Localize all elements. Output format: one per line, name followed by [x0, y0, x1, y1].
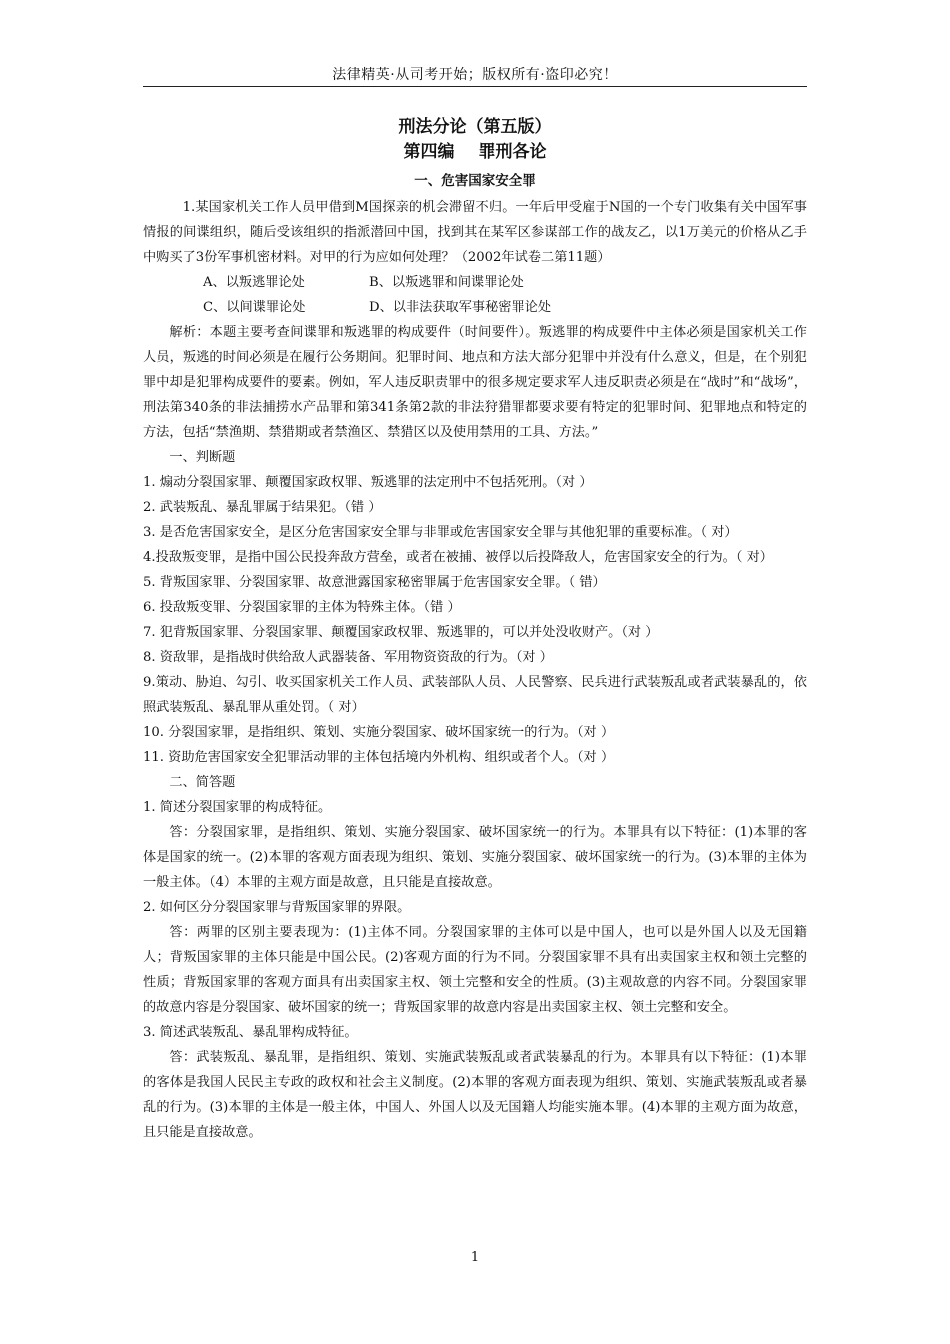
judgment-item: 5. 背叛国家罪、分裂国家罪、故意泄露国家秘密罪属于危害国家安全罪。（ 错） [143, 575, 606, 590]
page-header: 法律精英·从司考开始；版权所有·盗印必究！ [332, 67, 618, 83]
analysis-paragraph: 解析：本题主要考查间谍罪和叛逃罪的构成要件（时间要件）。叛逃罪的构成要件中主体必须是国家机关工作人员，叛逃的时间必须是在履行公务期间。犯罪时间、地点和方法大部分犯罪中并没有什么意义，但是，在个别犯罪中却是犯罪构成要件的要素。例如，军人违反职责罪中的很多规定要求军人违反职责必须是在“战时”和“战场”，刑法第340条的非法捕捞水产品罪和第341条第2款的非法狩猎罪都要求要有特定的犯罪时间、犯罪地点和特定的方法，包括“禁渔期、禁猎期或者禁渔区、禁猎区以及使用禁用的工具、方法。” [143, 325, 807, 440]
judgment-item: 3. 是否危害国家安全，是区分危害国家安全罪与非罪或危害国家安全罪与其他犯罪的重要标准。（ 对） [143, 525, 738, 540]
option-c: C、以间谍罪论处 [203, 300, 306, 315]
book-title: 刑法分论（第五版） [398, 117, 552, 137]
judgment-item: 7. 犯背叛国家罪、分裂国家罪、颠覆国家政权罪、叛逃罪的，可以并处没收财产。（对 ） [143, 625, 659, 640]
judgment-item: 6. 投敌叛变罪、分裂国家罪的主体为特殊主体。（错 ） [143, 600, 461, 615]
judgment-item: 9.策动、胁迫、勾引、收买国家机关工作人员、武装部队人员、人民警察、民兵进行武装叛乱或者武装暴乱的，依照武装叛乱、暴乱罪从重处罚。（ 对） [143, 675, 807, 715]
header-rule [143, 86, 807, 87]
page-content [143, 115, 807, 1145]
question-text: 1.某国家机关工作人员甲借到M国探亲的机会滞留不归。一年后甲受雇于N国的一个专门收集有关中国军事情报的间谍组织，随后受该组织的指派潜回中国，找到其在某军区参谋部工作的战友乙，以1万美元的价格从乙手中购买了3份军事机密材料。对甲的行为应如何处理？（2002年试卷二第11题） [143, 200, 807, 265]
page-number: 1 [470, 1250, 480, 1265]
judgment-item: 1. 煽动分裂国家罪、颠覆国家政权罪、叛逃罪的法定刑中不包括死刑。（对 ） [143, 475, 593, 490]
option-a: A、以叛逃罪论处 [203, 275, 305, 290]
short-answer-answer: 答：分裂国家罪，是指组织、策划、实施分裂国家、破坏国家统一的行为。本罪具有以下特征：(1)本罪的客体是国家的统一。(2)本罪的客观方面表现为组织、策划、实施分裂国家、破坏国家统一的行为。(3)本罪的主体为一般主体。（4）本罪的主观方面是故意，且只能是直接故意。 [143, 825, 807, 890]
option-b: B、以叛逃罪和间谍罪论处 [369, 275, 524, 290]
part-title [143, 140, 807, 165]
short-answer-question: 2. 如何区分分裂国家罪与背叛国家罪的界限。 [143, 900, 411, 915]
option-d: D、以非法获取军事秘密罪论处 [369, 300, 552, 315]
part-number: 第四编 [403, 142, 455, 162]
options-row-1 [143, 270, 807, 295]
options-row-2 [143, 295, 807, 320]
judgment-item: 8. 资敌罪，是指战时供给敌人武器装备、军用物资资敌的行为。（对 ） [143, 650, 553, 665]
judgment-item: 2. 武装叛乱、暴乱罪属于结果犯。（错 ） [143, 500, 382, 515]
part-name: 罪刑各论 [478, 142, 547, 162]
section-title: 一、危害国家安全罪 [414, 173, 536, 189]
judgment-heading: 一、判断题 [169, 450, 236, 465]
judgment-item: 4.投敌叛变罪，是指中国公民投奔敌方营垒，或者在被捕、被俘以后投降敌人，危害国家安全的行为。（ 对） [143, 550, 773, 565]
judgment-item: 11. 资助危害国家安全犯罪活动罪的主体包括境内外机构、组织或者个人。（对 ） [143, 750, 615, 765]
short-answer-question: 1. 简述分裂国家罪的构成特征。 [143, 800, 332, 815]
short-answer-heading: 二、简答题 [169, 775, 236, 790]
judgment-item: 10. 分裂国家罪，是指组织、策划、实施分裂国家、破坏国家统一的行为。（对 ） [143, 725, 615, 740]
short-answer-answer: 答：两罪的区别主要表现为：(1)主体不同。分裂国家罪的主体可以是中国人，也可以是外国人以及无国籍人；背叛国家罪的主体只能是中国公民。(2)客观方面的行为不同。分裂国家罪不具有出卖国家主权和领土完整的性质；背叛国家罪的客观方面具有出卖国家主权、领土完整和安全的性质。(3)主观故意的内容不同。分裂国家罪的故意内容是分裂国家、破坏国家的统一；背叛国家罪的故意内容是出卖国家主权、领土完整和安全。 [143, 925, 807, 1015]
short-answer-answer: 答：武装叛乱、暴乱罪，是指组织、策划、实施武装叛乱或者武装暴乱的行为。本罪具有以下特征：(1)本罪的客体是我国人民民主专政的政权和社会主义制度。(2)本罪的客观方面表现为组织、策划、实施武装叛乱或者暴乱的行为。(3)本罪的主体是一般主体，中国人、外国人以及无国籍人均能实施本罪。(4)本罪的主观方面为故意，且只能是直接故意。 [143, 1050, 807, 1140]
short-answer-question: 3. 简述武装叛乱、暴乱罪构成特征。 [143, 1025, 358, 1040]
